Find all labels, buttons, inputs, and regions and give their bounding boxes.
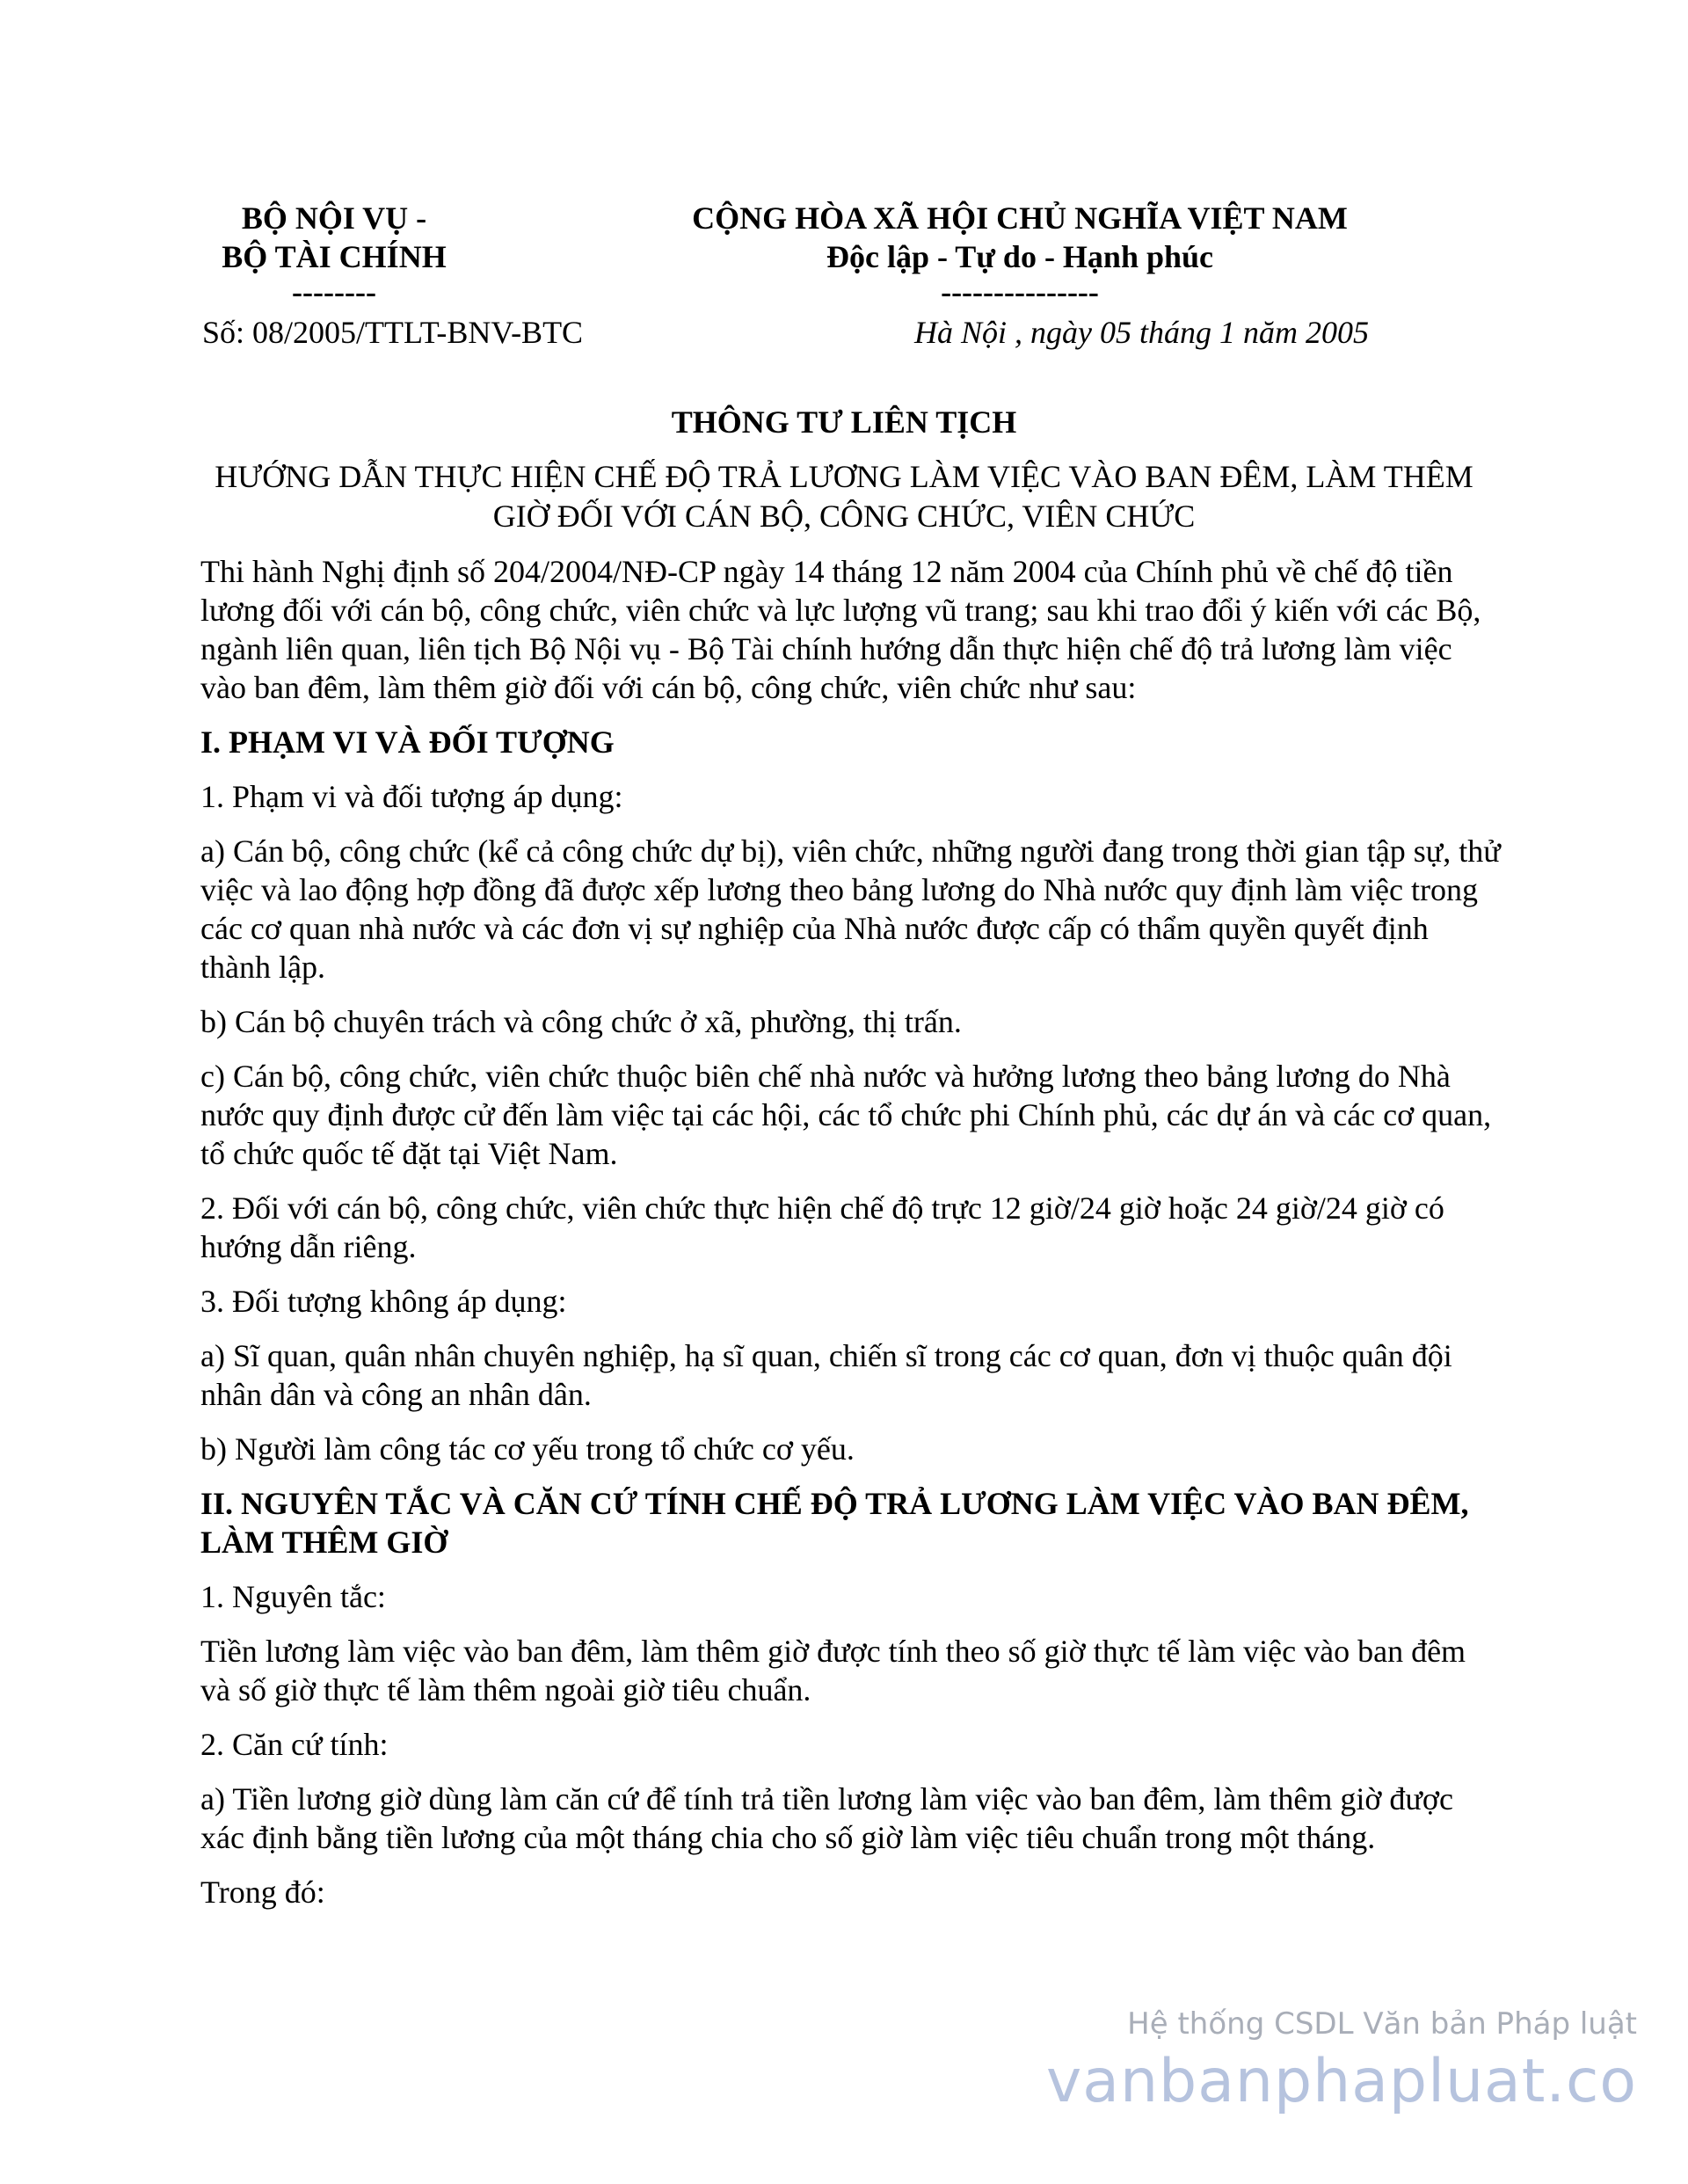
republic-name: CỘNG HÒA XÃ HỘI CHỦ NGHĨA VIỆT NAM — [692, 200, 1348, 236]
document-type-title: THÔNG TƯ LIÊN TỊCH — [671, 404, 1017, 440]
watermark-caption: Hệ thống CSDL Văn bản Pháp luật — [1127, 2006, 1637, 2042]
issuing-agency-block — [167, 199, 501, 308]
document-date: Hà Nội , ngày 05 tháng 1 năm 2005 — [914, 315, 1369, 350]
section-2-item-1: 1. Nguyên tắc: — [200, 1579, 386, 1614]
national-motto: Độc lập - Tự do - Hạnh phúc — [826, 239, 1214, 274]
agency-divider: -------- — [292, 274, 376, 309]
document-number: Số: 08/2005/TTLT-BNV-BTC — [202, 315, 584, 350]
section-2-heading: II. NGUYÊN TẮC VÀ CĂN CỨ TÍNH CHẾ ĐỘ TRẢ LƯƠNG LÀM VIỆC VÀO BAN ĐÊM, LÀM THÊM GIỜ — [200, 1486, 1469, 1560]
section-1-item-1c: c) Cán bộ, công chức, viên chức thuộc biên chế nhà nước và hưởng lương theo bảng lương do Nhà nước quy định được cử đến làm việc tại các hội, các tổ chức phi Chính phủ, các dự án và các cơ quan, tổ chức quốc tế đặt tại Việt Nam. — [200, 1059, 1492, 1171]
watermark-domain: vanbanphapluat.co — [1046, 2047, 1637, 2116]
agency-line-2: BỘ TÀI CHÍNH — [222, 239, 447, 274]
section-1-item-1a: a) Cán bộ, công chức (kể cả công chức dự bị), viên chức, những người đang trong thời gian tập sự, thử việc và lao động hợp đồng đã được xếp lương theo bảng lương do Nhà nước quy định làm việc trong các cơ quan nhà nước và các đơn vị sự nghiệp của Nhà nước được cấp có thẩm quyền quyết định thành lập. — [200, 834, 1501, 985]
section-2-item-2: 2. Căn cứ tính: — [200, 1727, 389, 1762]
section-1-item-1b: b) Cán bộ chuyên trách và công chức ở xã, phường, thị trấn. — [200, 1004, 962, 1039]
section-1-heading: I. PHẠM VI VÀ ĐỐI TƯỢNG — [200, 724, 615, 760]
intro-paragraph: Thi hành Nghị định số 204/2004/NĐ-CP ngày 14 tháng 12 năm 2004 của Chính phủ về chế độ tiền lương đối với cán bộ, công chức, viên chức và lực lượng vũ trang; sau khi trao đổi ý kiến với các Bộ, ngành liên quan, liên tịch Bộ Nội vụ - Bộ Tài chính hướng dẫn thực hiện chế độ trả lương làm việc vào ban đêm, làm thêm giờ đối với cán bộ, công chức, viên chức như sau: — [200, 554, 1481, 705]
republic-divider: --------------- — [941, 274, 1099, 309]
section-2-item-1-text: Tiền lương làm việc vào ban đêm, làm thêm giờ được tính theo số giờ thực tế làm việc vào ban đêm và số giờ thực tế làm thêm ngoài giờ tiêu chuẩn. — [200, 1634, 1466, 1707]
national-header-block — [629, 199, 1411, 308]
document-body — [200, 552, 1502, 1927]
section-2-item-2a: a) Tiền lương giờ dùng làm căn cứ để tính trả tiền lương làm việc vào ban đêm, làm thêm giờ được xác định bằng tiền lương của một tháng chia cho số giờ làm việc tiêu chuẩn trong một tháng. — [200, 1781, 1453, 1855]
section-1-item-1: 1. Phạm vi và đối tượng áp dụng: — [200, 779, 623, 814]
section-1-item-2: 2. Đối với cán bộ, công chức, viên chức thực hiện chế độ trực 12 giờ/24 giờ hoặc 24 giờ/24 giờ có hướng dẫn riêng. — [200, 1190, 1444, 1264]
section-1-item-3b: b) Người làm công tác cơ yếu trong tổ chức cơ yếu. — [200, 1431, 855, 1467]
document-subtitle: HƯỚNG DẪN THỰC HIỆN CHẾ ĐỘ TRẢ LƯƠNG LÀM VIỆC VÀO BAN ĐÊM, LÀM THÊM GIỜ ĐỐI VỚI CÁN BỘ, CÔNG CHỨC, VIÊN CHỨC — [215, 459, 1473, 534]
agency-line-1: BỘ NỘI VỤ - — [241, 200, 427, 236]
section-2-trong-do: Trong đó: — [200, 1875, 325, 1910]
section-1-item-3a: a) Sĩ quan, quân nhân chuyên nghiệp, hạ sĩ quan, chiến sĩ trong các cơ quan, đơn vị thuộc quân đội nhân dân và công an nhân dân. — [200, 1338, 1452, 1412]
section-1-item-3: 3. Đối tượng không áp dụng: — [200, 1284, 567, 1319]
